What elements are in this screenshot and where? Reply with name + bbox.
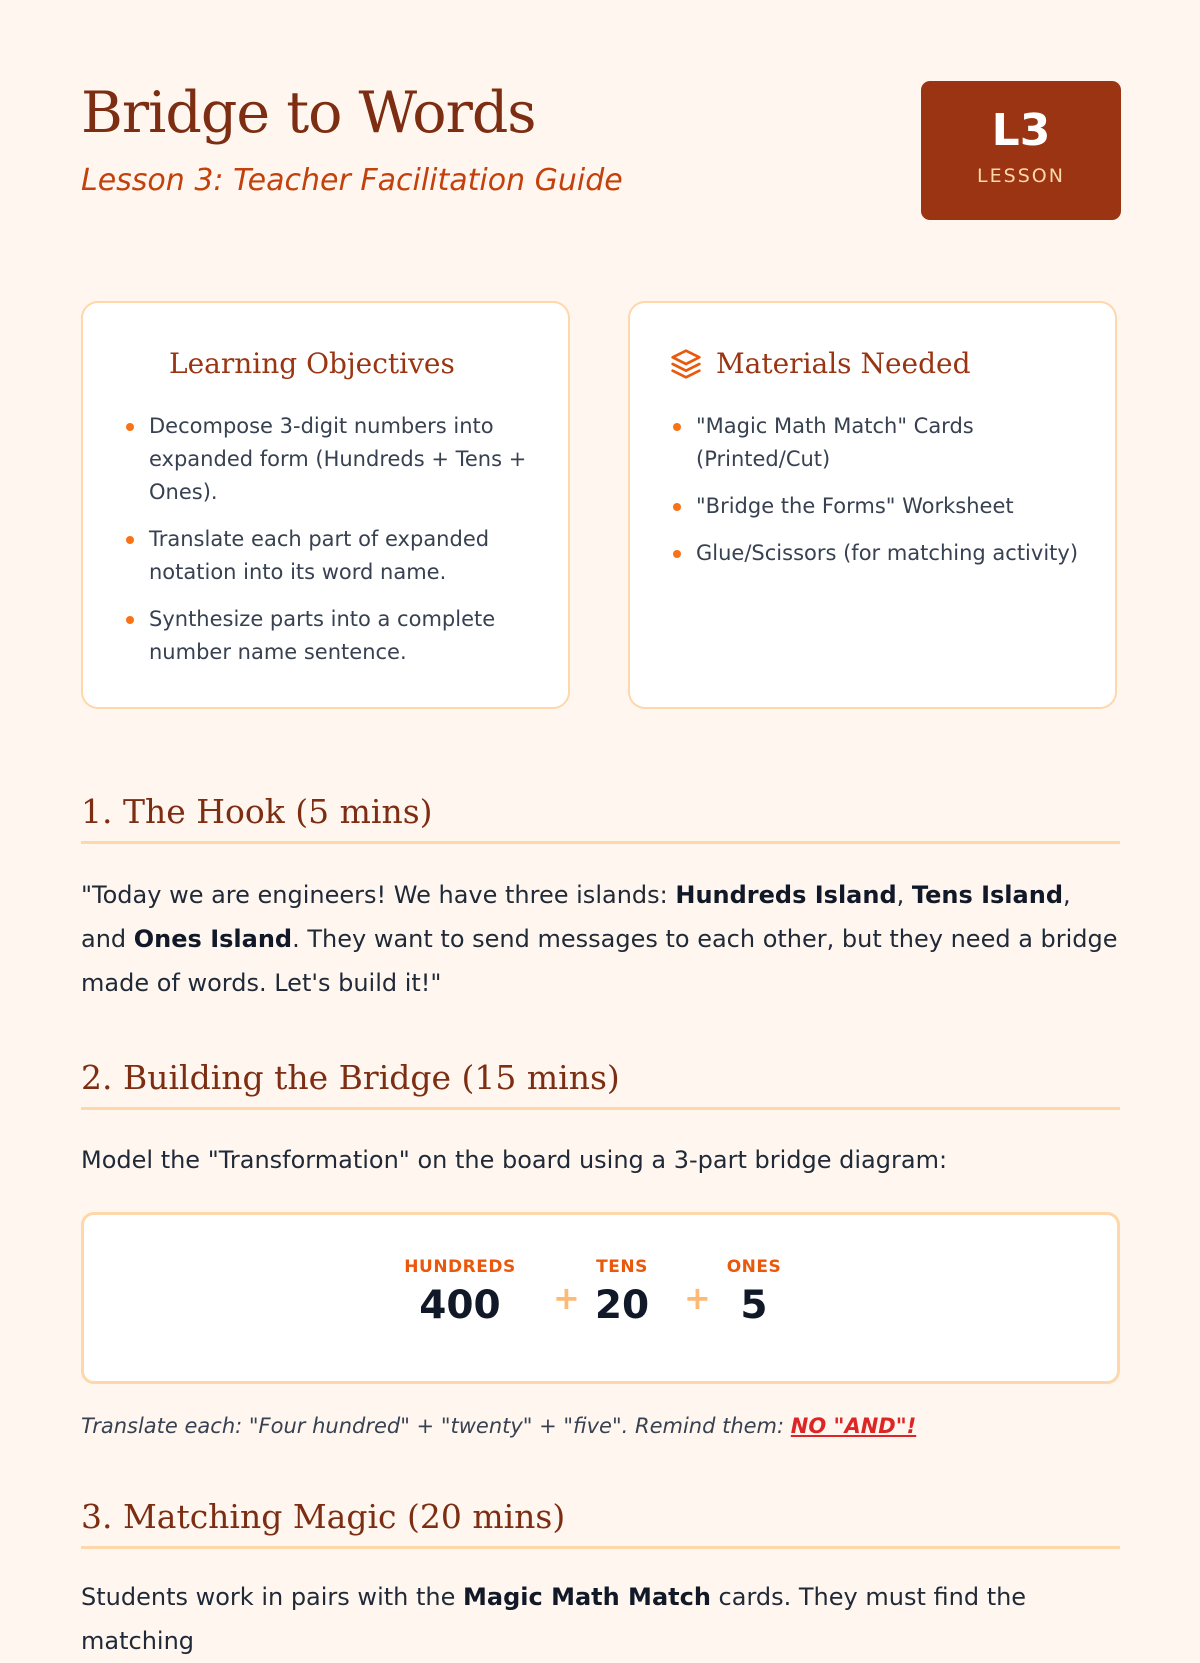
hundreds-value: 400 xyxy=(419,1283,501,1328)
matching-section-title: 3. Matching Magic (20 mins) xyxy=(81,1497,1120,1549)
objectives-heading xyxy=(169,347,455,380)
objectives-card xyxy=(81,301,570,709)
matching-text-part: cards. They must find the matching xyxy=(81,1583,1027,1655)
bridge-diagram xyxy=(81,1212,1120,1384)
objective-item: Translate each part of expanded notation into its word name. xyxy=(123,523,538,589)
no-and-warning: NO "AND"! xyxy=(790,1414,917,1438)
note-text: Translate each: "Four hundred" + "twenty" + "five". Remind them: xyxy=(81,1414,791,1438)
hundreds-part xyxy=(380,1257,540,1328)
objective-item: Decompose 3-digit numbers into expanded form (Hundreds + Tens + Ones). xyxy=(123,410,538,509)
page-subtitle: Lesson 3: Teacher Facilitation Guide xyxy=(81,163,623,198)
materials-heading-text: Materials Needed xyxy=(716,347,971,380)
objectives-list xyxy=(123,410,538,683)
objectives-heading-text: Learning Objectives xyxy=(169,347,455,380)
magic-math-match-label: Magic Math Match xyxy=(463,1583,711,1611)
materials-list xyxy=(670,410,1085,584)
ones-label: ONES xyxy=(726,1257,782,1277)
ones-part xyxy=(674,1257,834,1328)
materials-heading xyxy=(670,347,971,380)
badge-code: L3 xyxy=(991,105,1051,156)
hook-section-title: 1. The Hook (5 mins) xyxy=(81,792,1120,844)
matching-text-part: Students work in pairs with the xyxy=(81,1583,463,1611)
lesson-badge xyxy=(921,81,1121,220)
hook-text-part: . They want to send messages to each other, but they need a bridge made of words. Let's build it!" xyxy=(81,925,1118,997)
building-section-title: 2. Building the Bridge (15 mins) xyxy=(81,1058,1120,1110)
matching-text xyxy=(81,1575,1120,1663)
translation-note xyxy=(81,1414,916,1438)
plus-sign: + xyxy=(553,1279,580,1317)
ones-value: 5 xyxy=(740,1283,768,1328)
material-item: "Bridge the Forms" Worksheet xyxy=(670,490,1085,523)
ones-island-label: Ones Island xyxy=(133,925,293,953)
material-item: Glue/Scissors (for matching activity) xyxy=(670,537,1085,570)
page-title: Bridge to Words xyxy=(81,80,536,146)
badge-label: LESSON xyxy=(977,165,1065,187)
layers-icon xyxy=(670,348,702,380)
hook-text-part: "Today we are engineers! We have three islands: xyxy=(81,881,676,909)
material-item: "Magic Math Match" Cards (Printed/Cut) xyxy=(670,410,1085,476)
building-intro: Model the "Transformation" on the board using a 3-part bridge diagram: xyxy=(81,1146,948,1174)
materials-card xyxy=(628,301,1117,709)
hundreds-island-label: Hundreds Island xyxy=(675,881,897,909)
tens-value: 20 xyxy=(594,1283,650,1328)
hook-text xyxy=(81,873,1120,1005)
hook-text-part: , xyxy=(896,881,912,909)
hook-text-part: , and xyxy=(81,881,1071,953)
objective-item: Synthesize parts into a complete number name sentence. xyxy=(123,603,538,669)
tens-island-label: Tens Island xyxy=(911,881,1063,909)
tens-label: TENS xyxy=(596,1257,648,1277)
plus-sign: + xyxy=(684,1279,711,1317)
hundreds-label: HUNDREDS xyxy=(404,1257,516,1277)
